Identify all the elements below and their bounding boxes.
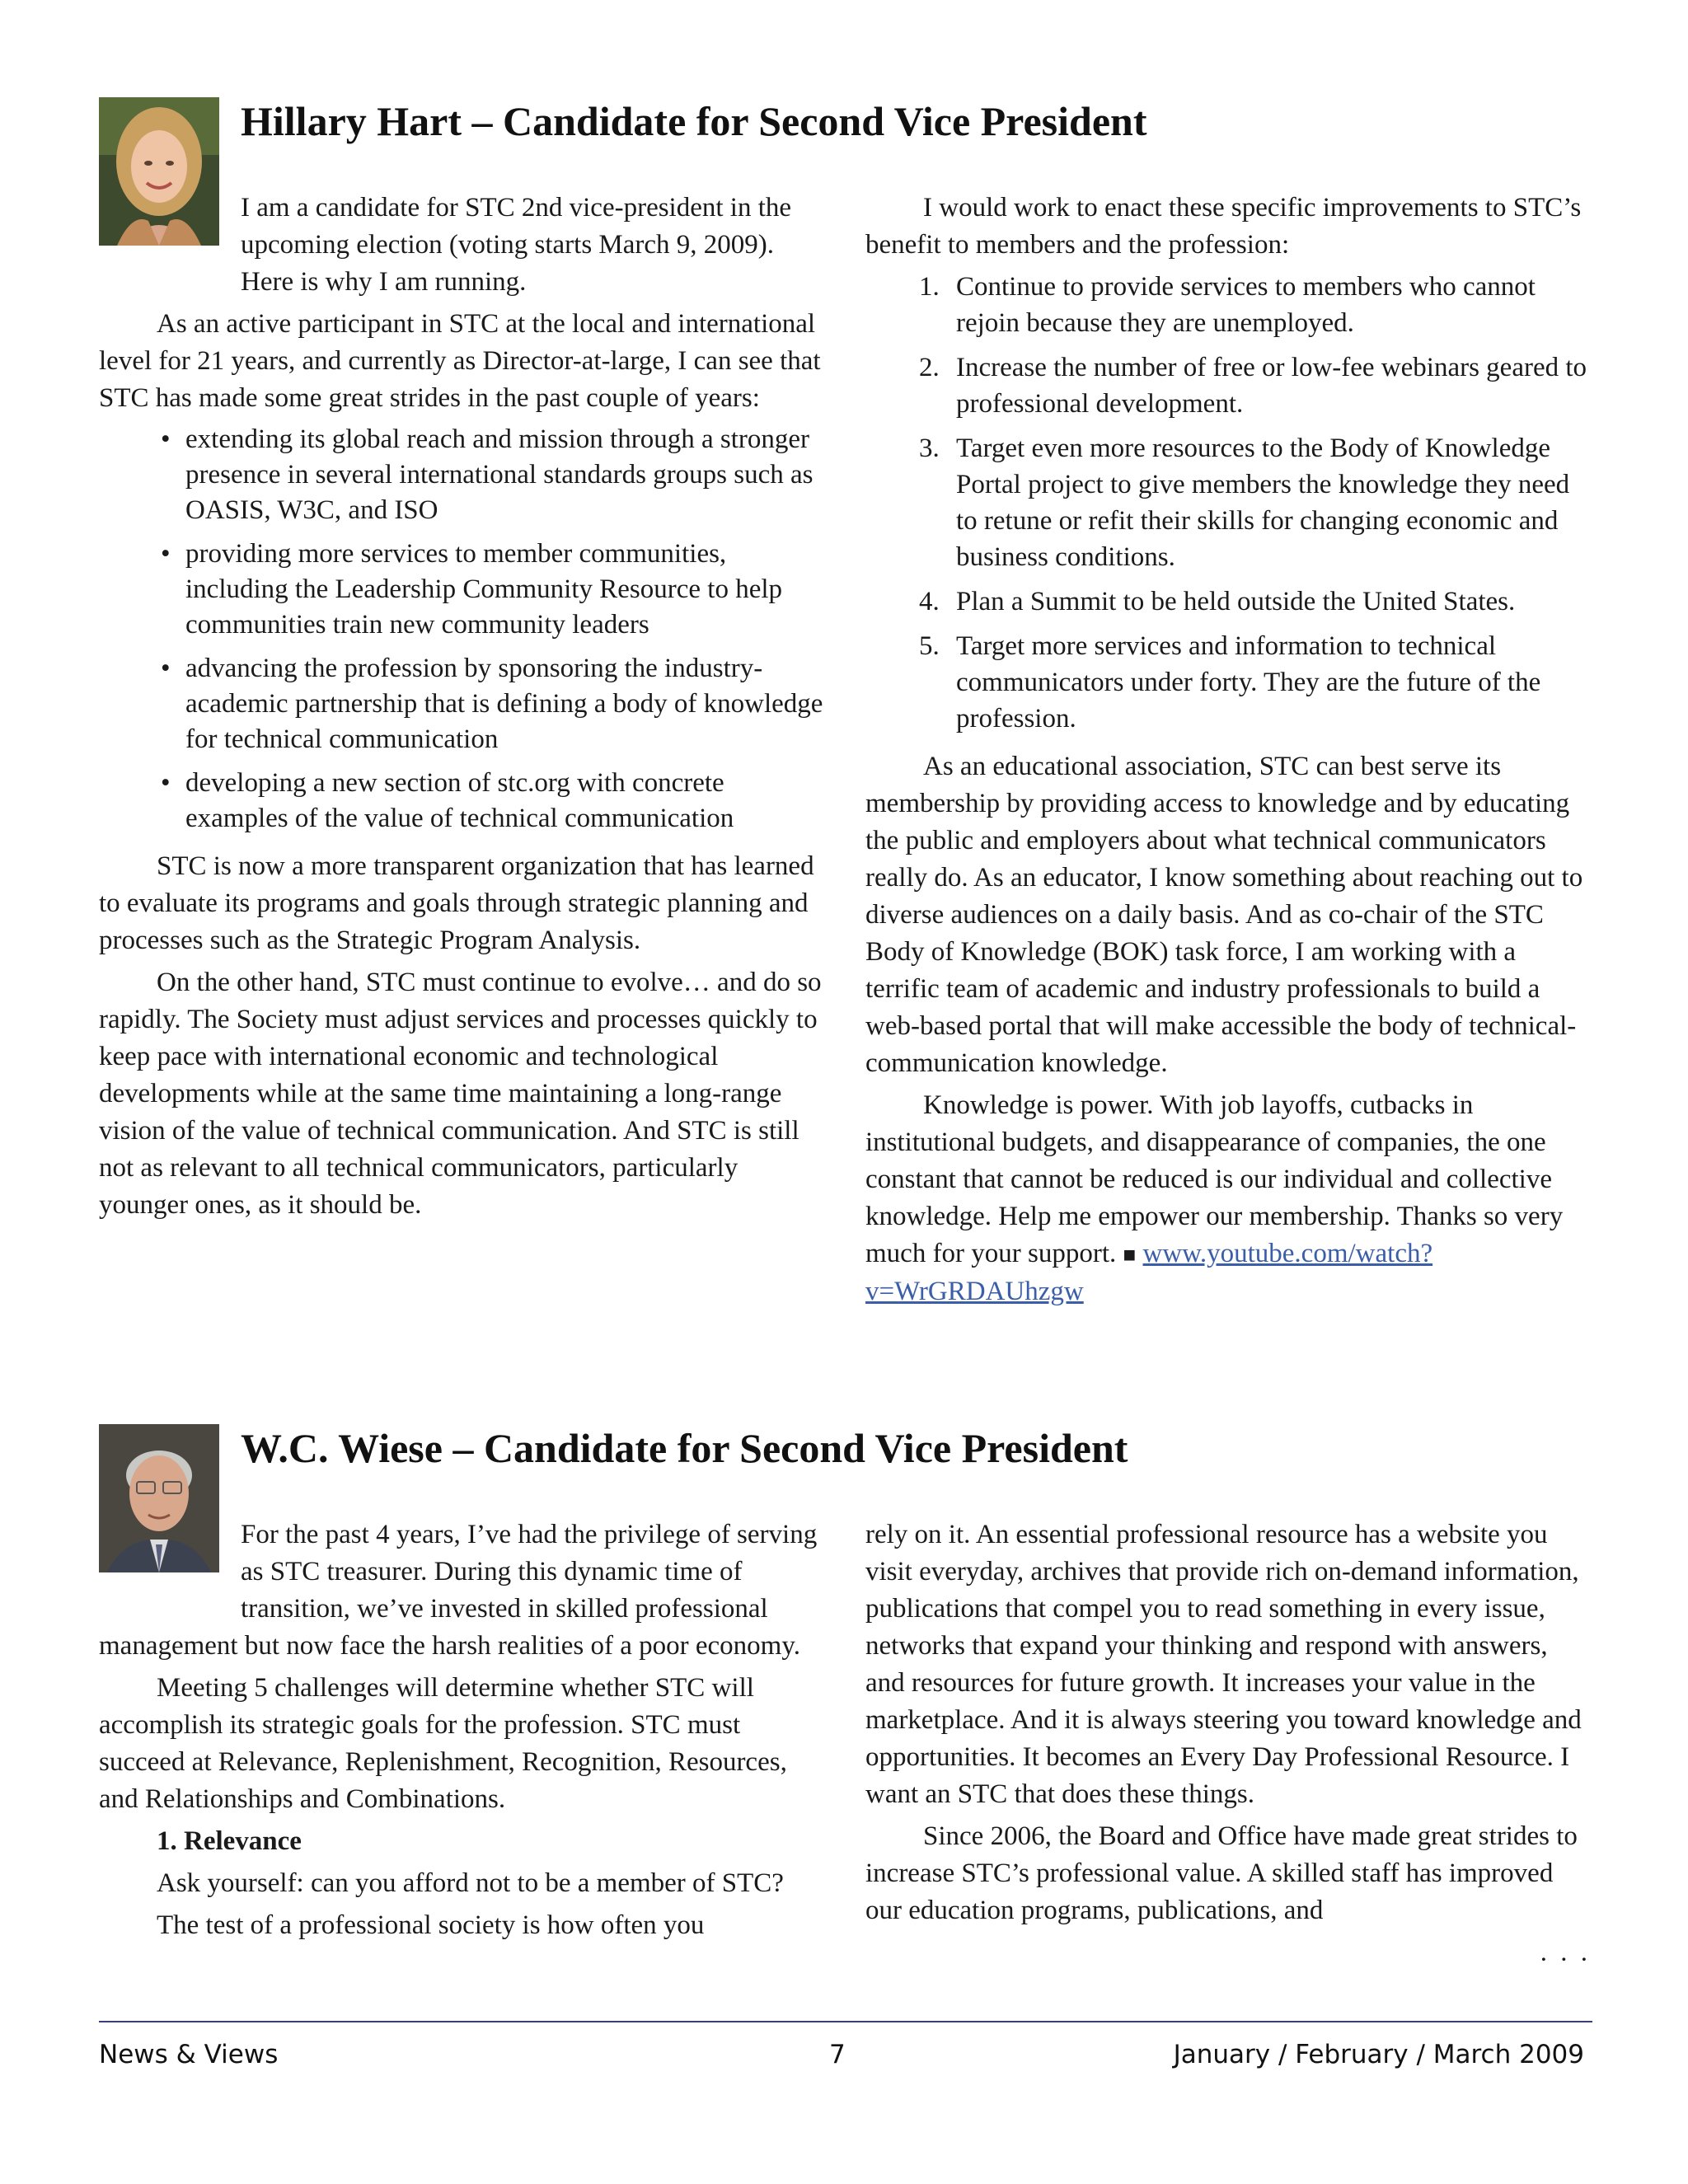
paragraph: I would work to enact these specific improvements to STC’s benefit to members and the profession: (865, 193, 1582, 260)
list-item: 4. Plan a Summit to be held outside the United States. (919, 587, 1516, 616)
paragraph: As an active participant in STC at the local and international level for 21 years, and currently as Director-at-large, I can see that STC has made some great strides in the past couple of years: (99, 309, 821, 413)
end-mark-icon: ■ (1123, 1243, 1137, 1267)
youtube-link[interactable]: www.youtube.com/watch?v=WrGRDAUhzgw (865, 1239, 1433, 1306)
list-item: 5. Target more services and information to technical communicators under forty. They are the future of the profession. (919, 631, 1541, 733)
section-subheading: 1. Relevance (157, 1826, 302, 1856)
article-title: W.C. Wiese – Candidate for Second Vice President (241, 1425, 1128, 1471)
paragraph: Since 2006, the Board and Office have made great strides to increase STC’s professional value. A skilled staff has improved our education programs, publications, and (865, 1821, 1578, 1925)
continued-marker: . . . (1540, 1938, 1591, 1967)
footer-publication: News & Views (99, 2040, 279, 2069)
closing-paragraph: Knowledge is power. With job layoffs, cutbacks in institutional budgets, and disappearance of companies, the one constant that cannot be reduced is our individual and collective knowledge. Help me empower our membership. Thanks so very much for your support. ■ www.youtube.com/watch?v=WrGRDAUhzgw (865, 1090, 1564, 1306)
list-item: • advancing the profession by sponsoring the industry-academic partnership that is defining a body of knowledge for technical communication (185, 651, 824, 757)
paragraph: On the other hand, STC must continue to evolve… and do so rapidly. The Society must adjust services and processes quickly to keep pace with international economic and technological developments while at the same time maintaining a long-range vision of the value of technical communication. And STC is still not as relevant to all technical communicators, particularly younger ones, as it should be. (99, 968, 822, 1220)
list-item: 3. Target even more resources to the Body of Knowledge Portal project to give members the knowledge they need to retune or refit their skills for changing economic and business conditions. (919, 434, 1570, 572)
right-column (865, 1516, 1591, 1971)
list-item: 1. Continue to provide services to members who cannot rejoin because they are unemployed. (919, 272, 1536, 338)
list-item: 2. Increase the number of free or low-fee webinars geared to professional development. (919, 353, 1587, 419)
left-column (99, 1516, 824, 1949)
paragraph: Ask yourself: can you afford not to be a member of STC? (157, 1868, 784, 1898)
list-item: • developing a new section of stc.org with concrete examples of the value of technical communication (185, 766, 824, 837)
paragraph: Meeting 5 challenges will determine whether STC will accomplish its strategic goals for the profession. STC must succeed at Relevance, Replenishment, Recognition, Resources, and Relationships and Combinations. (99, 1673, 787, 1814)
footer-divider (99, 2021, 1592, 2022)
paragraph: As an educational association, STC can best serve its membership by providing access to knowledge and by educating the public and employers about what technical communicators really do. As an educator, I know something about reaching out to diverse audiences on a daily basis. And as co-chair of the STC Body of Knowledge (BOK) task force, I am working with a terrific team of academic and industry professionals to build a web-based portal that will make accessible the body of technical-communication knowledge. (865, 752, 1583, 1078)
paragraph: rely on it. An essential professional resource has a website you visit everyday, archives that provide rich on-demand information, publications that compel you to read something in every issue, networks that expand your thinking and respond with answers, and resources for future growth. It increases your value in the marketplace. And it is always steering you toward knowledge and opportunities. It becomes an Every Day Professional Resource. I want an STC that does these things. (865, 1520, 1582, 1809)
intro-paragraph: For the past 4 years, I’ve had the privilege of serving as STC treasurer. During this dynamic time of transition, we’ve invested in skilled professional management but now face the harsh realities of a poor economy. (99, 1520, 818, 1661)
footer-page-number: 7 (829, 2040, 846, 2069)
improvements-list (865, 269, 1591, 737)
article-hillary-hart (99, 97, 1592, 1383)
strides-list (99, 422, 824, 837)
list-item: • providing more services to member communities, including the Leadership Community Resource to help communities train new community leaders (185, 537, 824, 643)
paragraph: STC is now a more transparent organization that has learned to evaluate its programs and goals through strategic planning and processes such as the Strategic Program Analysis. (99, 851, 814, 955)
intro-paragraph: I am a candidate for STC 2nd vice-president in the upcoming election (voting starts March 9, 2009). Here is why I am running. (241, 193, 792, 297)
article-title: Hillary Hart – Candidate for Second Vice President (241, 98, 1147, 144)
right-column (865, 190, 1591, 1315)
list-item: • extending its global reach and mission through a stronger presence in several international standards groups such as OASIS, W3C, and ISO (185, 422, 824, 528)
left-column (99, 190, 824, 1229)
article-wc-wiese (99, 1424, 1592, 2001)
footer-issue-date: January / February / March 2009 (1173, 2040, 1584, 2069)
paragraph: The test of a professional society is how often you (157, 1910, 705, 1940)
